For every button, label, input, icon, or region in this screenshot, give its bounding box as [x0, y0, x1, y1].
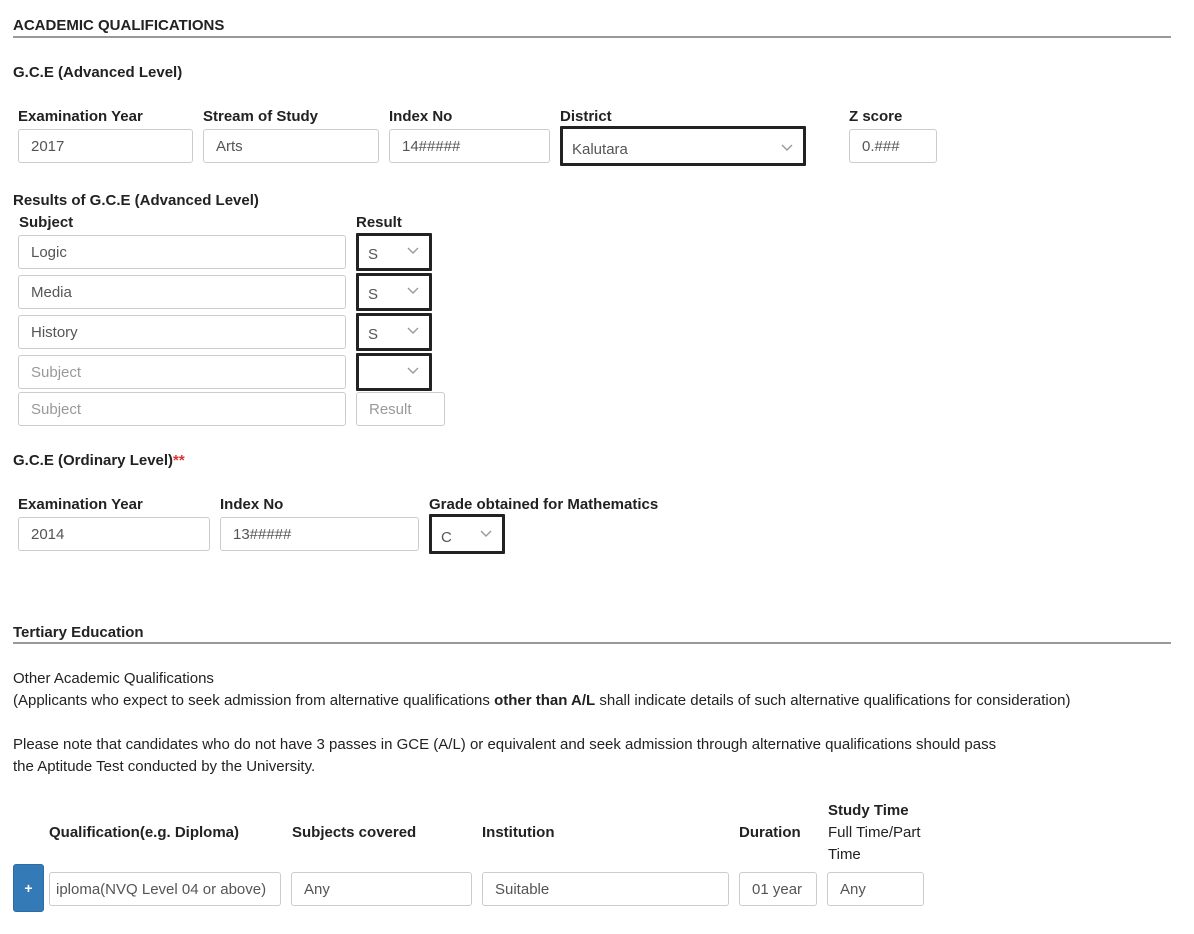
result-value-1: S [368, 246, 379, 263]
result-select-3[interactable] [356, 313, 432, 351]
study-time-input[interactable] [827, 872, 924, 906]
other-qualifications-title: Other Academic Qualifications [13, 670, 214, 687]
al-stream-input[interactable] [203, 129, 379, 163]
aptitude-note-line1: Please note that candidates who do not have 3 passes in GCE (A/L) or equivalent and seek admission through alternative qualifications should pass [13, 736, 997, 753]
note-prefix: (Applicants who expect to seek admission from alternative qualifications [13, 692, 495, 709]
col-institution-header: Institution [482, 824, 555, 841]
al-zscore-input[interactable] [849, 129, 937, 163]
result-value-2: S [368, 286, 379, 303]
al-exam-year-input[interactable] [18, 129, 193, 163]
col-qualification-header: Qualification(e.g. Diploma) [49, 824, 240, 841]
subject-input-4[interactable] [18, 355, 346, 389]
chevron-down-icon [480, 527, 492, 539]
aptitude-note-line2: the Aptitude Test conducted by the University. [13, 758, 316, 775]
subject-header: Subject [19, 214, 74, 231]
col-study-time-header: Study Time [828, 802, 909, 819]
result-value-3: S [368, 326, 379, 343]
subject-input-1[interactable] [18, 235, 346, 269]
col-study-time-sub-1: Full Time/Part [828, 824, 921, 841]
duration-input[interactable] [739, 872, 817, 906]
al-exam-year-label: Examination Year [18, 108, 143, 125]
section-title-academic: ACADEMIC QUALIFICATIONS [13, 17, 225, 34]
ol-title [13, 452, 185, 469]
al-district-value: Kalutara [572, 141, 628, 158]
al-results-title: Results of G.C.E (Advanced Level) [13, 192, 259, 209]
al-index-input[interactable] [389, 129, 550, 163]
col-subjects-header: Subjects covered [292, 824, 417, 841]
subject-input-2[interactable] [18, 275, 346, 309]
col-duration-header: Duration [739, 824, 801, 841]
result-select-2[interactable] [356, 273, 432, 311]
ol-maths-value: C [441, 529, 452, 546]
ol-index-label: Index No [220, 496, 284, 513]
chevron-down-icon [407, 364, 419, 376]
section-divider [13, 642, 1171, 644]
subjects-input[interactable] [291, 872, 472, 906]
al-index-label: Index No [389, 108, 453, 125]
qualification-input[interactable] [49, 872, 281, 906]
section-title-tertiary: Tertiary Education [13, 624, 144, 641]
chevron-down-icon [407, 324, 419, 336]
section-divider [13, 36, 1171, 38]
note-suffix: shall indicate details of such alternative qualifications for consideration) [595, 692, 1071, 709]
chevron-down-icon [407, 244, 419, 256]
result-input-5[interactable] [356, 392, 445, 426]
ol-maths-label: Grade obtained for Mathematics [429, 496, 659, 513]
al-zscore-label: Z score [849, 108, 903, 125]
al-title: G.C.E (Advanced Level) [13, 64, 183, 81]
ol-index-input[interactable] [220, 517, 419, 551]
result-select-4[interactable] [356, 353, 432, 391]
subject-input-5[interactable] [18, 392, 346, 426]
ol-maths-select[interactable] [429, 514, 505, 554]
alternative-note [13, 692, 1070, 709]
add-qualification-button[interactable]: + [13, 864, 44, 912]
required-mark: ** [173, 452, 185, 469]
ol-exam-year-input[interactable] [18, 517, 210, 551]
result-header: Result [356, 214, 402, 231]
col-study-time-sub-2: Time [828, 846, 861, 863]
al-district-select[interactable] [560, 126, 806, 166]
al-district-label: District [560, 108, 612, 125]
result-select-1[interactable] [356, 233, 432, 271]
ol-title-text: G.C.E (Ordinary Level) [13, 452, 174, 469]
chevron-down-icon [407, 284, 419, 296]
ol-exam-year-label: Examination Year [18, 496, 143, 513]
al-stream-label: Stream of Study [203, 108, 319, 125]
institution-input[interactable] [482, 872, 729, 906]
note-bold: other than A/L [494, 692, 596, 709]
chevron-down-icon [781, 141, 793, 153]
subject-input-3[interactable] [18, 315, 346, 349]
